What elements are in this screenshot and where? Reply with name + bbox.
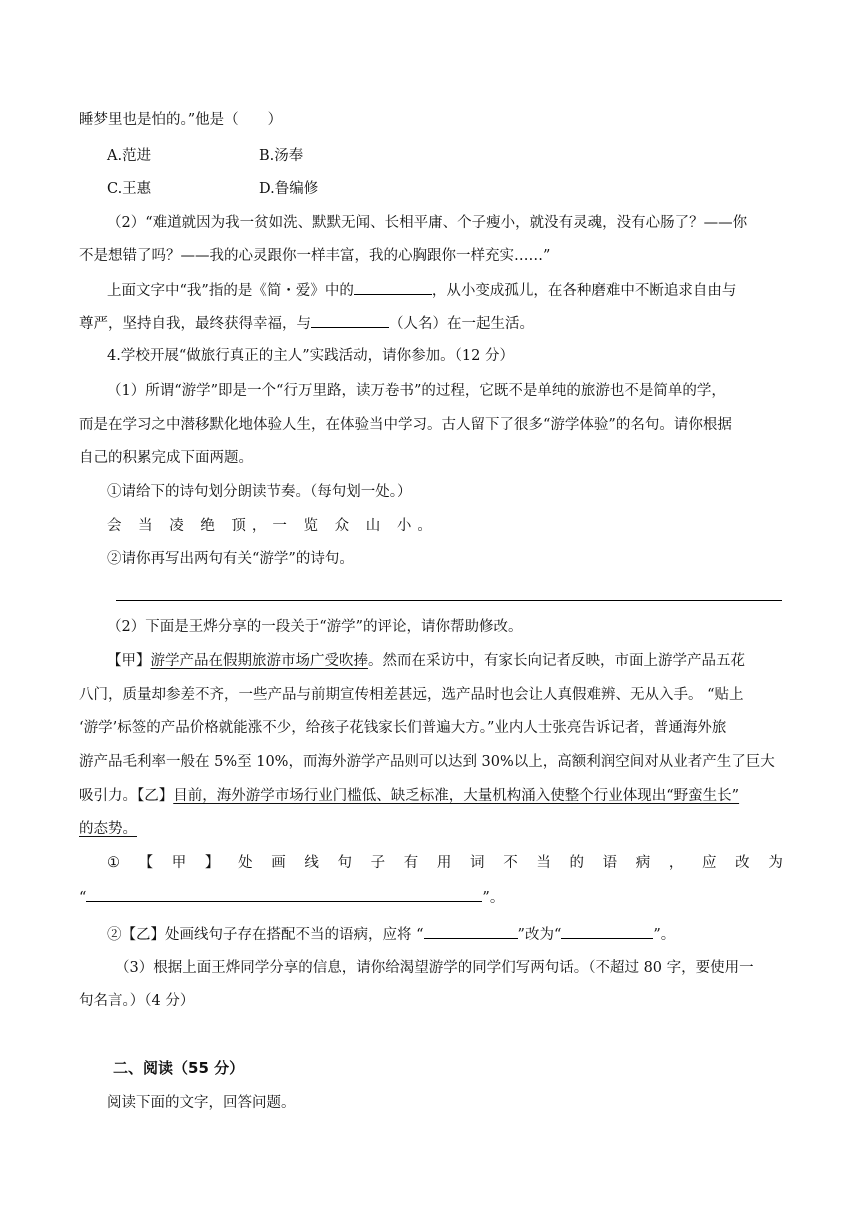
passage-line1-rest: 。然而在采访中，有家长向记者反映，市面上游学产品五花 [368,653,745,669]
q4-3-line1: （3）根据上面王烨同学分享的信息，请你给渴望游学的同学们写两句话。（不超过 80 字，要使用一 [115,960,754,976]
fix1-char: 子 [370,855,386,871]
answer-line-poem[interactable] [116,600,782,601]
q4-1-line1: （1）所谓“游学”即是一个“行万里路，读万卷书”的过程，它既不是单纯的旅游也不是简单的学， [107,383,726,399]
q3-1-tail: 睡梦里也是怕的。”他是（ ） [79,112,283,128]
fix2-a: ②【乙】处画线句子存在搭配不当的语病，应将 “ [107,927,424,943]
q4-3-line2: 句名言。）（4 分） [79,993,195,1009]
q3-2-line4-a: 尊严，坚持自我，最终获得幸福，与 [79,316,311,332]
option-b: B.汤奉 [259,148,304,164]
section2-intro: 阅读下面的文字，回答问题。 [107,1095,296,1111]
passage-line5 [79,786,739,806]
answer-blank-fix2-from[interactable] [424,924,518,939]
passage-line2: 八门，质量却参差不齐，一些产品与前期宣传相差甚远，选产品时也会让人真假难辨、无从入手。 “贴上 [79,687,744,703]
underlined-sentence-yi: 目前，海外游学市场行业门槛低、缺乏标准，大量机构涌入使整个行业体现出“野蛮生长” [173,788,740,804]
option-a: A.范进 [107,148,152,164]
fix2-b: ”改为“ [517,927,562,943]
fix1-char: 句 [337,855,352,871]
q3-2-line2: 不是想错了吗？——我的心灵跟你一样丰富，我的心胸跟你一样充实……” [79,248,551,264]
answer-blank-character[interactable] [354,280,432,295]
answer-blank-fix1[interactable] [86,887,482,902]
label-yi: 【乙】 [137,788,174,804]
q4-1-sub2: ②请你再写出两句有关“游学”的诗句。 [107,551,354,567]
q3-2-line4 [79,313,534,334]
fix1-close-quote: ”。 [482,890,505,906]
poem-line: 会 当 凌 绝 顶，一 览 众 山 小。 [107,518,438,534]
fix1-answer-line [79,887,504,908]
q4-title: 4.学校开展“做旅行真正的主人”实践活动，请你参加。（12 分） [107,348,514,364]
fix1-char: 用 [436,855,452,871]
option-d: D.鲁编修 [259,181,319,197]
q3-2-line3 [107,280,736,301]
fix1-char: 改 [735,855,750,871]
fix2-c: ”。 [653,927,676,943]
fix1-char: ， [668,855,684,871]
section2-title: 二、阅读（55 分） [113,1059,245,1077]
q3-2-line1: （2）“难道就因为我一贫如洗、默默无闻、长相平庸、个子瘦小，就没有灵魂，没有心肠了？——你 [107,215,748,231]
q4-1-sub1: ①请给下的诗句划分朗读节奏。（每句划一处。） [107,484,412,500]
passage-line5-a: 吸引力。 [79,788,137,804]
fix1-char: 线 [304,855,319,871]
underlined-sentence-jia: 游学产品在假期旅游市场广受吹捧 [150,653,368,669]
fix1-char: 有 [403,855,419,871]
q4-2-title: （2）下面是王烨分享的一段关于“游学”的评论，请你帮助修改。 [107,619,523,635]
fix1-open-quote: “ [79,890,87,906]
fix1-char: 【 [138,855,154,871]
option-c: C.王惠 [107,181,152,197]
underlined-sentence-yi-end: 的态势。 [79,821,137,837]
fix1-char: 不 [503,855,518,871]
passage-line3: ‘游学’标签的产品价格就能涨不少，给孩子花钱家长们普遍大方。”业内人士张亮告诉记者，普通海外旅 [79,720,727,736]
q3-2-line4-b: （人名）在一起生活。 [389,316,534,332]
fix1-char: 为 [768,855,783,871]
fix1-char: 病 [635,855,651,871]
fix1-char: 当 [536,855,551,871]
fix1-char: 处 [238,855,253,871]
q4-1-line3: 自己的积累完成下面两题。 [79,450,253,466]
fix1-char: 应 [702,855,717,871]
q4-1-line2: 而是在学习之中潜移默化地体验人生，在体验当中学习。古人留下了很多“游学体验”的名句。请你根据 [79,417,732,433]
fix1-char: 甲 [171,855,187,871]
fix1-char: 画 [271,855,286,871]
passage-line4: 游产品毛利率一般在 5%至 10%，而海外游学产品则可以达到 30%以上，高额利润空间对从业者产生了巨大 [79,754,775,770]
q3-2-line3-a: 上面文字中“我”指的是《简・爱》中的 [107,283,354,299]
fix1-char: 的 [569,855,584,871]
fix1-char: 语 [602,855,618,871]
fix1-prompt [107,853,783,873]
answer-blank-fix2-to[interactable] [561,924,653,939]
fix1-char: ① [107,855,120,871]
label-jia: 【甲】 [107,653,151,669]
q3-2-line3-b: ，从小变成孤儿，在各种磨难中不断追求自由与 [431,283,737,299]
passage-line1 [107,651,745,671]
answer-blank-person-name[interactable] [311,313,389,328]
passage-line6 [79,819,137,839]
fix1-char: 】 [204,855,220,871]
fix1-char: 词 [470,855,485,871]
fix2-line [107,924,675,945]
